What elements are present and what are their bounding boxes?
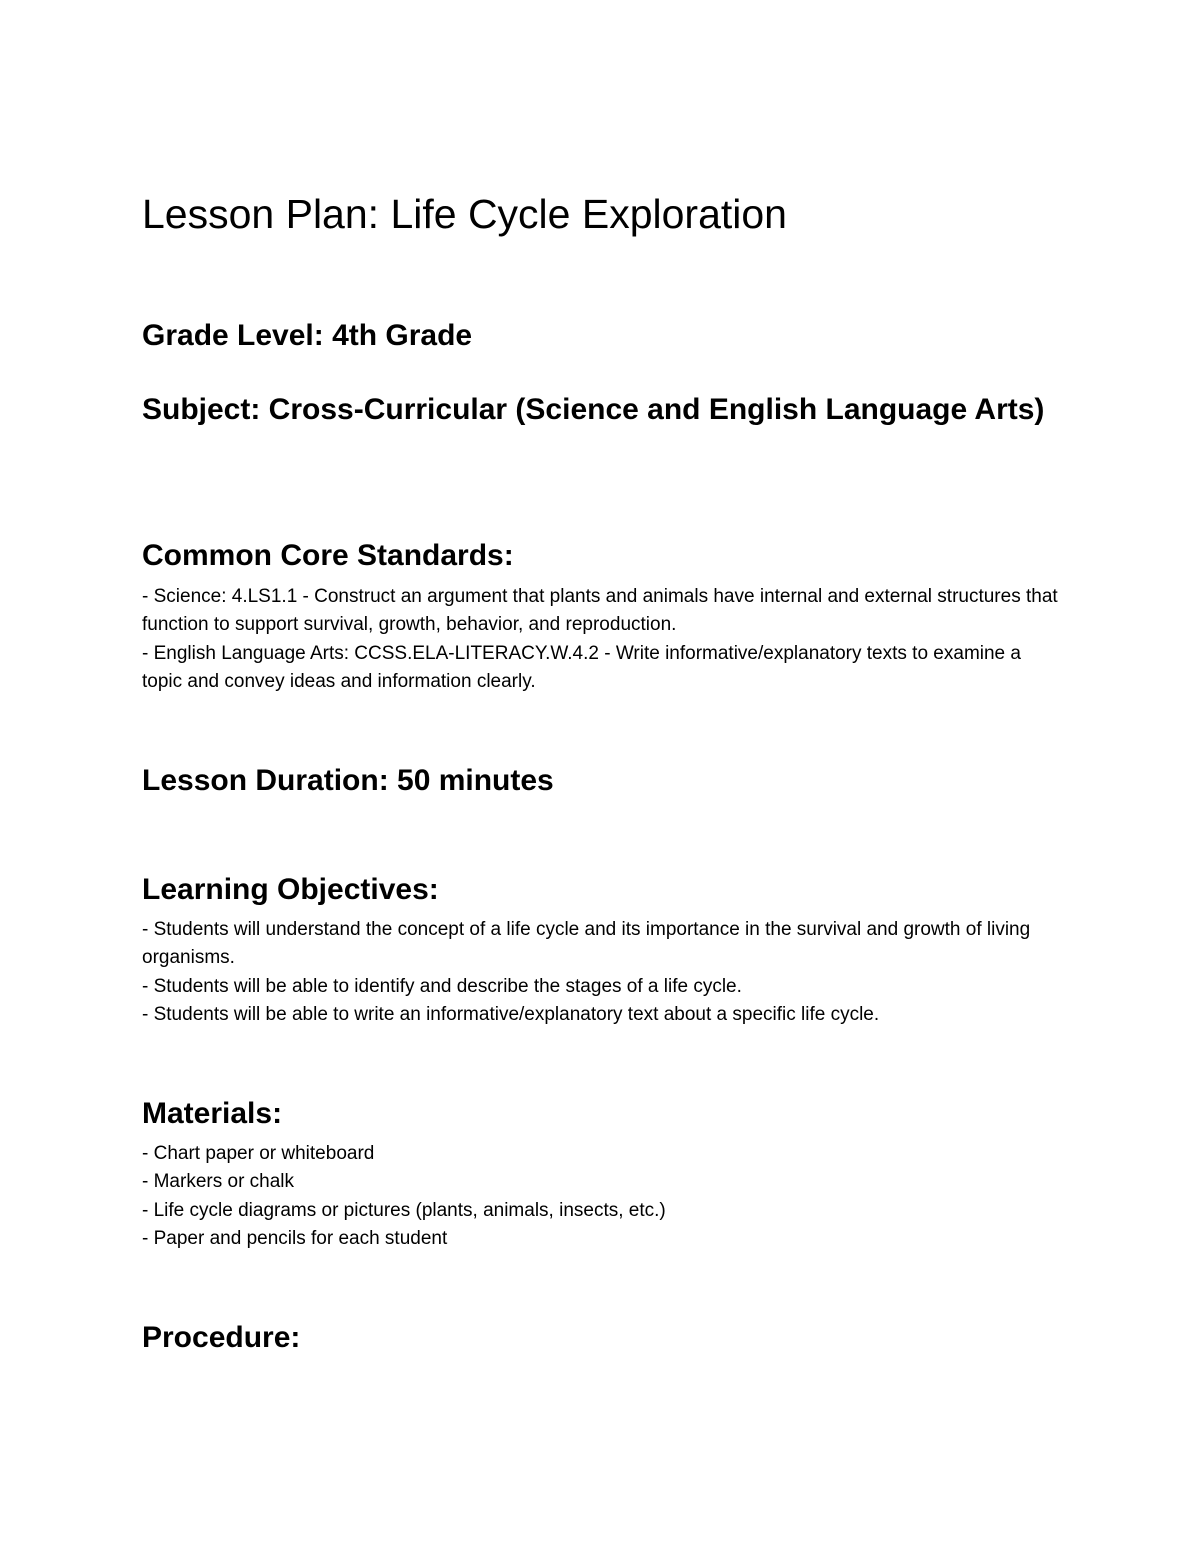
list-item: - Life cycle diagrams or pictures (plants, animals, insects, etc.) — [142, 1199, 666, 1221]
materials-list — [142, 1140, 1062, 1253]
list-item: - Science: 4.LS1.1 - Construct an argument that plants and animals have internal and external structures that function to support survival, growth, behavior, and reproduction. — [142, 586, 1058, 636]
objectives-list — [142, 916, 1062, 1029]
list-item: - Students will be able to identify and describe the stages of a life cycle. — [142, 975, 742, 997]
standards-heading: Common Core Standards: — [142, 539, 514, 572]
list-item: - Students will be able to write an informative/explanatory text about a specific life cycle. — [142, 1003, 880, 1025]
duration-heading: Lesson Duration: 50 minutes — [142, 764, 554, 797]
materials-heading: Materials: — [142, 1097, 283, 1130]
procedure-heading: Procedure: — [142, 1321, 301, 1354]
subject-heading: Subject: Cross-Curricular (Science and English Language Arts) — [142, 393, 1045, 426]
standards-list — [142, 583, 1062, 696]
list-item: - Chart paper or whiteboard — [142, 1143, 375, 1164]
list-item: - English Language Arts: CCSS.ELA-LITERACY.W.4.2 - Write informative/explanatory texts to examine a topic and convey ideas and information clearly. — [142, 642, 1021, 692]
document-title: Lesson Plan: Life Cycle Exploration — [142, 191, 787, 237]
list-item: - Students will understand the concept of a life cycle and its importance in the survival and growth of living organisms. — [142, 919, 1031, 969]
list-item: - Markers or chalk — [142, 1171, 295, 1193]
list-item: - Paper and pencils for each student — [142, 1227, 448, 1249]
objectives-heading: Learning Objectives: — [142, 873, 439, 906]
grade-level-heading: Grade Level: 4th Grade — [142, 319, 473, 352]
